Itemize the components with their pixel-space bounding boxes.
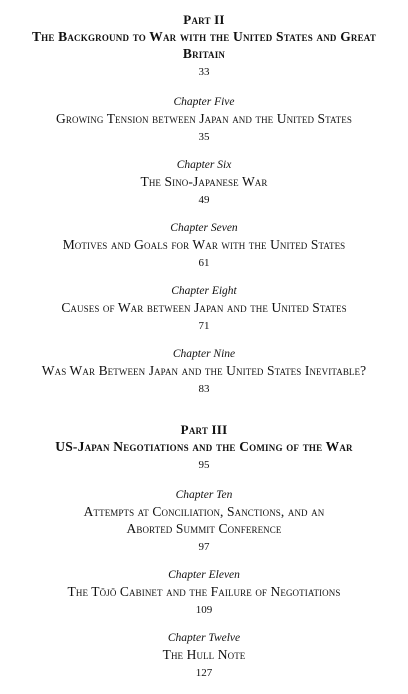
chapter-title: Was War Between Japan and the United States Inevitable? bbox=[41, 363, 367, 378]
part-title: The Background to War with the United States and Great Britain bbox=[31, 29, 377, 61]
section-gap bbox=[0, 410, 408, 422]
part-label: Part II bbox=[183, 12, 225, 27]
page-number: 33 bbox=[198, 66, 210, 78]
chapter-label: Chapter Eleven bbox=[168, 569, 240, 581]
chapter-title: The Sino-Japanese War bbox=[140, 174, 268, 189]
chapter-title: Motives and Goals for War with the United States bbox=[62, 237, 346, 252]
chapter-title: Causes of War between Japan and the United States bbox=[61, 300, 347, 315]
chapter-label: Chapter Ten bbox=[175, 489, 233, 501]
chapter-label: Chapter Twelve bbox=[167, 632, 241, 644]
part-two-heading bbox=[0, 12, 408, 79]
table-of-contents bbox=[0, 12, 408, 694]
chapter-title: The Hull Note bbox=[162, 647, 246, 662]
page-number: 71 bbox=[198, 320, 210, 332]
page-number: 61 bbox=[198, 257, 210, 269]
part-three-heading bbox=[0, 422, 408, 472]
chapter-title: Attempts at Conciliation, Sanctions, and an Aborted Summit Conference bbox=[83, 504, 325, 536]
chapter-label: Chapter Five bbox=[173, 96, 235, 108]
chapter-title: Growing Tension between Japan and the United States bbox=[56, 111, 352, 126]
page-number: 49 bbox=[198, 194, 210, 206]
toc-entry-chapter-ten bbox=[0, 488, 408, 554]
chapter-label: Chapter Nine bbox=[172, 348, 236, 360]
chapter-title: The Tōjō Cabinet and the Failure of Negotiations bbox=[67, 584, 341, 599]
part-title: US-Japan Negotiations and the Coming of the War bbox=[55, 439, 353, 454]
page-number: 109 bbox=[195, 604, 213, 616]
toc-entry-chapter-six bbox=[0, 158, 408, 207]
page-number: 95 bbox=[198, 459, 210, 471]
chapter-label: Chapter Eight bbox=[171, 285, 237, 297]
page-number: 97 bbox=[198, 541, 210, 553]
toc-entry-chapter-seven bbox=[0, 221, 408, 270]
page-number: 127 bbox=[195, 667, 213, 679]
page-number: 35 bbox=[198, 131, 210, 143]
toc-entry-chapter-eleven bbox=[0, 568, 408, 617]
part-label: Part III bbox=[180, 422, 228, 437]
toc-entry-chapter-eight bbox=[0, 284, 408, 333]
chapter-label: Chapter Seven bbox=[170, 222, 238, 234]
toc-entry-chapter-five bbox=[0, 95, 408, 144]
toc-entry-chapter-twelve bbox=[0, 631, 408, 680]
toc-entry-chapter-nine bbox=[0, 347, 408, 396]
chapter-label: Chapter Six bbox=[176, 159, 232, 171]
page-number: 83 bbox=[198, 383, 210, 395]
